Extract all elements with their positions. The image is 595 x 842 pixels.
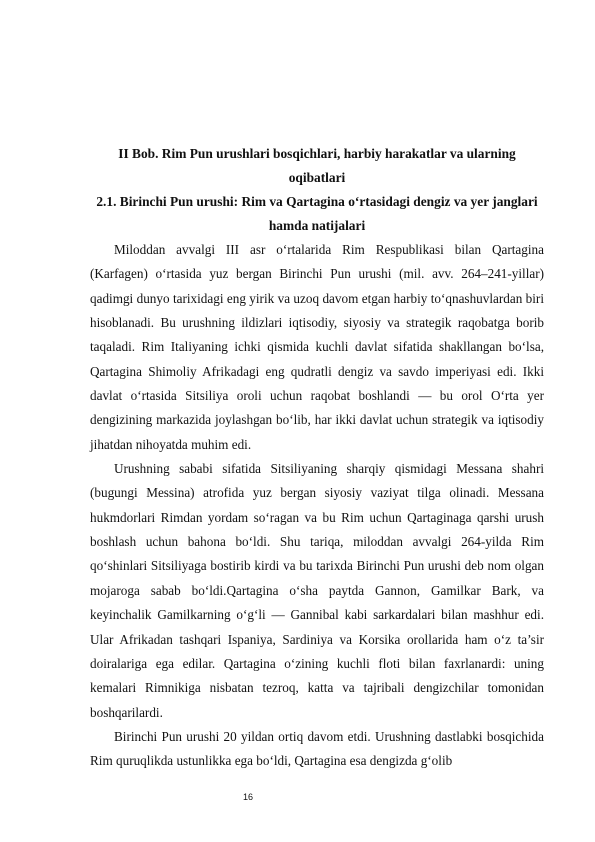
paragraph: Birinchi Pun urushi 20 yildan ortiq davom etdi. Urushning dastlabki bosqichida Rim quruqlikda ustunlikka ega bo‘ldi, Qartagina esa dengizda g‘olib — [90, 728, 544, 769]
section-title: 2.1. Birinchi Pun urushi: Rim va Qartagina o‘rtasidagi dengiz va yer janglari hamda natijalari — [96, 194, 538, 233]
paragraph: Miloddan avvalgi III asr o‘rtalarida Rim Respublikasi bilan Qartagina (Karfagen) o‘rtasida yuz bergan Birinchi Pun urushi (mil. avv. 264–241-yillar) qadimgi dunyo tarixidagi eng yirik va uzoq davom etgan harbiy to‘qnashuvlardan biri hisoblanadi. Bu urushning ildizlari iqtisodiy, siyosiy va strategik raqobatga borib taqaladi. Rim Italiyaning ichki qismida kuchli davlat sifatida shakllangan bo‘lsa, Qartagina Shimoliy Afrikadagi eng qudratli dengiz va savdo imperiyasi edi. Ikki davlat o‘rtasida Sitsiliya oroli uchun raqobat boshlandi — bu orol O‘rta yer dengizining markazida joylashgan bo‘lib, har ikki davlat uchun strategik va iqtisodiy jihatdan nihoyatda muhim edi. — [90, 242, 544, 452]
heading-block — [90, 142, 544, 238]
paragraph: Urushning sababi sifatida Sitsiliyaning sharqiy qismidagi Messana shahri (bugungi Messina) atrofida yuz bergan siyosiy vaziyat tilga olinadi. Messana hukmdorlari Rimdan yordam so‘ragan va bu Rim uchun Qartaginaga qarshi urush boshlash uchun bahona bo‘ldi. Shu tariqa, miloddan avvalgi 264-yilda Rim qo‘shinlari Sitsiliyaga bostirib kirdi va bu tarixda Birinchi Pun urushi deb nom olgan mojaroga sabab bo‘ldi.Qartagina o‘sha paytda Gannon, Gamilkar Bark, va keyinchalik Gamilkarning o‘g‘li — Gannibal kabi sarkardalari bilan mashhur edi. Ular Afrikadan tashqari Ispaniya, Sardiniya va Korsika orollarida ham o‘z ta’sir doiralariga ega edilar. Qartagina o‘zining kuchli floti bilan faxrlanardi: uning kemalari Rimnikiga nisbatan tezroq, katta va tajribali dengizchilar tomonidan boshqarilardi. — [90, 461, 544, 720]
page-number: 16 — [243, 792, 254, 802]
body-text — [90, 238, 544, 774]
chapter-title: II Bob. Rim Pun urushlari bosqichlari, harbiy harakatlar va ularning oqibatlari — [118, 146, 516, 185]
